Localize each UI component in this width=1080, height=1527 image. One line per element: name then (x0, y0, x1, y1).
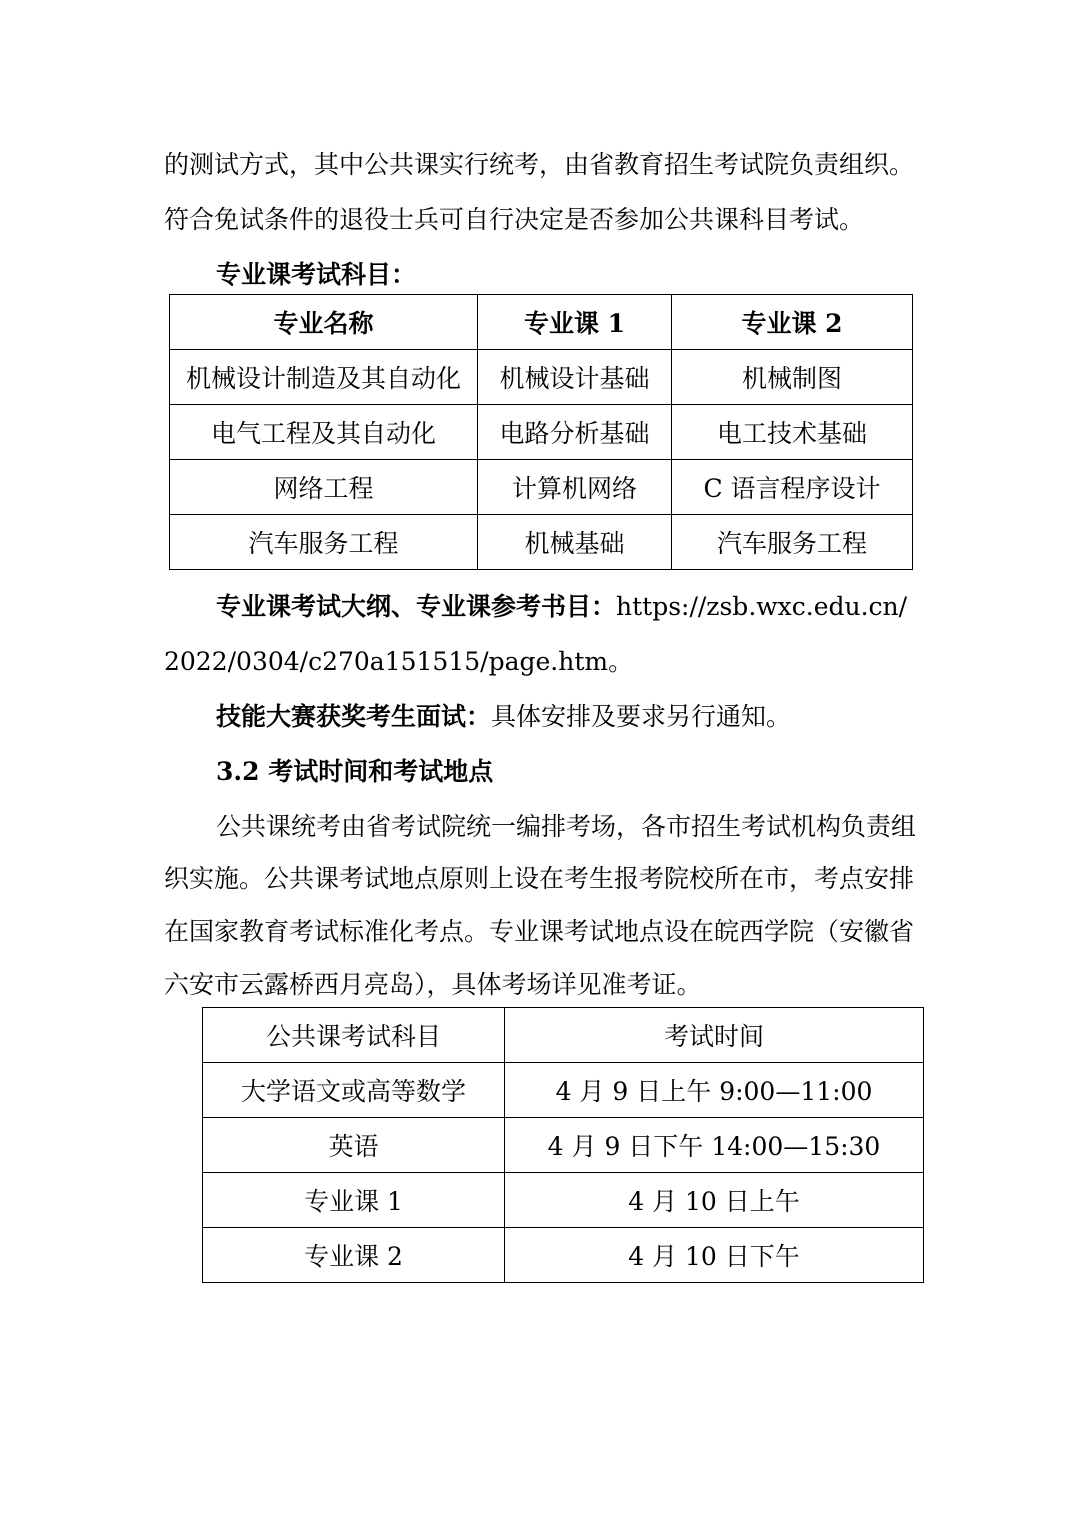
table-cell: 4 月 10 日上午 (505, 1173, 924, 1228)
table-row (170, 405, 913, 460)
syllabus-label: 专业课考试大纲、专业课参考书目： (216, 592, 617, 621)
table-row (170, 515, 913, 570)
table-cell: 专业课 2 (203, 1228, 505, 1283)
table-cell: 电路分析基础 (478, 405, 672, 460)
major-exam-heading: 专业课考试科目： (216, 260, 417, 289)
paragraph-line: 六安市云露桥西月亮岛），具体考场详见准考证。 (164, 970, 702, 999)
column-header-time: 考试时间 (505, 1008, 924, 1063)
paragraph-line: 的测试方式，其中公共课实行统考，由省教育招生考试院负责组织。 (164, 150, 915, 179)
exam-schedule-table (202, 1007, 924, 1283)
table-cell: 电气工程及其自动化 (170, 405, 478, 460)
table-cell: C 语言程序设计 (672, 460, 913, 515)
table-row (203, 1063, 924, 1118)
table-cell: 计算机网络 (478, 460, 672, 515)
column-header-subject: 公共课考试科目 (203, 1008, 505, 1063)
table-cell: 4 月 9 日下午 14:00—15:30 (505, 1118, 924, 1173)
table-cell: 汽车服务工程 (170, 515, 478, 570)
section-heading: 3.2 考试时间和考试地点 (216, 757, 494, 786)
syllabus-paragraph (216, 592, 907, 622)
column-header-course1: 专业课 1 (478, 295, 672, 350)
table-cell: 4 月 9 日上午 9:00—11:00 (505, 1063, 924, 1118)
paragraph-line: 在国家教育考试标准化考点。专业课考试地点设在皖西学院（安徽省 (164, 917, 915, 946)
table-cell: 大学语文或高等数学 (203, 1063, 505, 1118)
interview-paragraph (216, 702, 791, 732)
interview-label: 技能大赛获奖考生面试： (216, 702, 492, 731)
table-cell: 4 月 10 日下午 (505, 1228, 924, 1283)
table-cell: 机械设计基础 (478, 350, 672, 405)
table-cell: 机械设计制造及其自动化 (170, 350, 478, 405)
table-header-row (203, 1008, 924, 1063)
syllabus-url-continued: 2022/0304/c270a151515/page.htm。 (164, 647, 634, 676)
table-cell: 电工技术基础 (672, 405, 913, 460)
table-cell: 英语 (203, 1118, 505, 1173)
major-subjects-table (169, 294, 913, 570)
syllabus-url: https://zsb.wxc.edu.cn/ (616, 592, 908, 621)
table-row (203, 1118, 924, 1173)
paragraph-line: 织实施。公共课考试地点原则上设在考生报考院校所在市，考点安排 (164, 864, 915, 893)
table-cell: 机械制图 (672, 350, 913, 405)
interview-text: 具体安排及要求另行通知。 (491, 702, 792, 731)
table-row (170, 350, 913, 405)
column-header-major: 专业名称 (170, 295, 478, 350)
table-cell: 网络工程 (170, 460, 478, 515)
table-row (170, 460, 913, 515)
paragraph-line: 公共课统考由省考试院统一编排考场，各市招生考试机构负责组 (216, 812, 917, 841)
table-row (203, 1173, 924, 1228)
table-cell: 机械基础 (478, 515, 672, 570)
paragraph-line: 符合免试条件的退役士兵可自行决定是否参加公共课科目考试。 (164, 205, 865, 234)
column-header-course2: 专业课 2 (672, 295, 913, 350)
table-row (203, 1228, 924, 1283)
table-cell: 汽车服务工程 (672, 515, 913, 570)
table-cell: 专业课 1 (203, 1173, 505, 1228)
table-header-row (170, 295, 913, 350)
